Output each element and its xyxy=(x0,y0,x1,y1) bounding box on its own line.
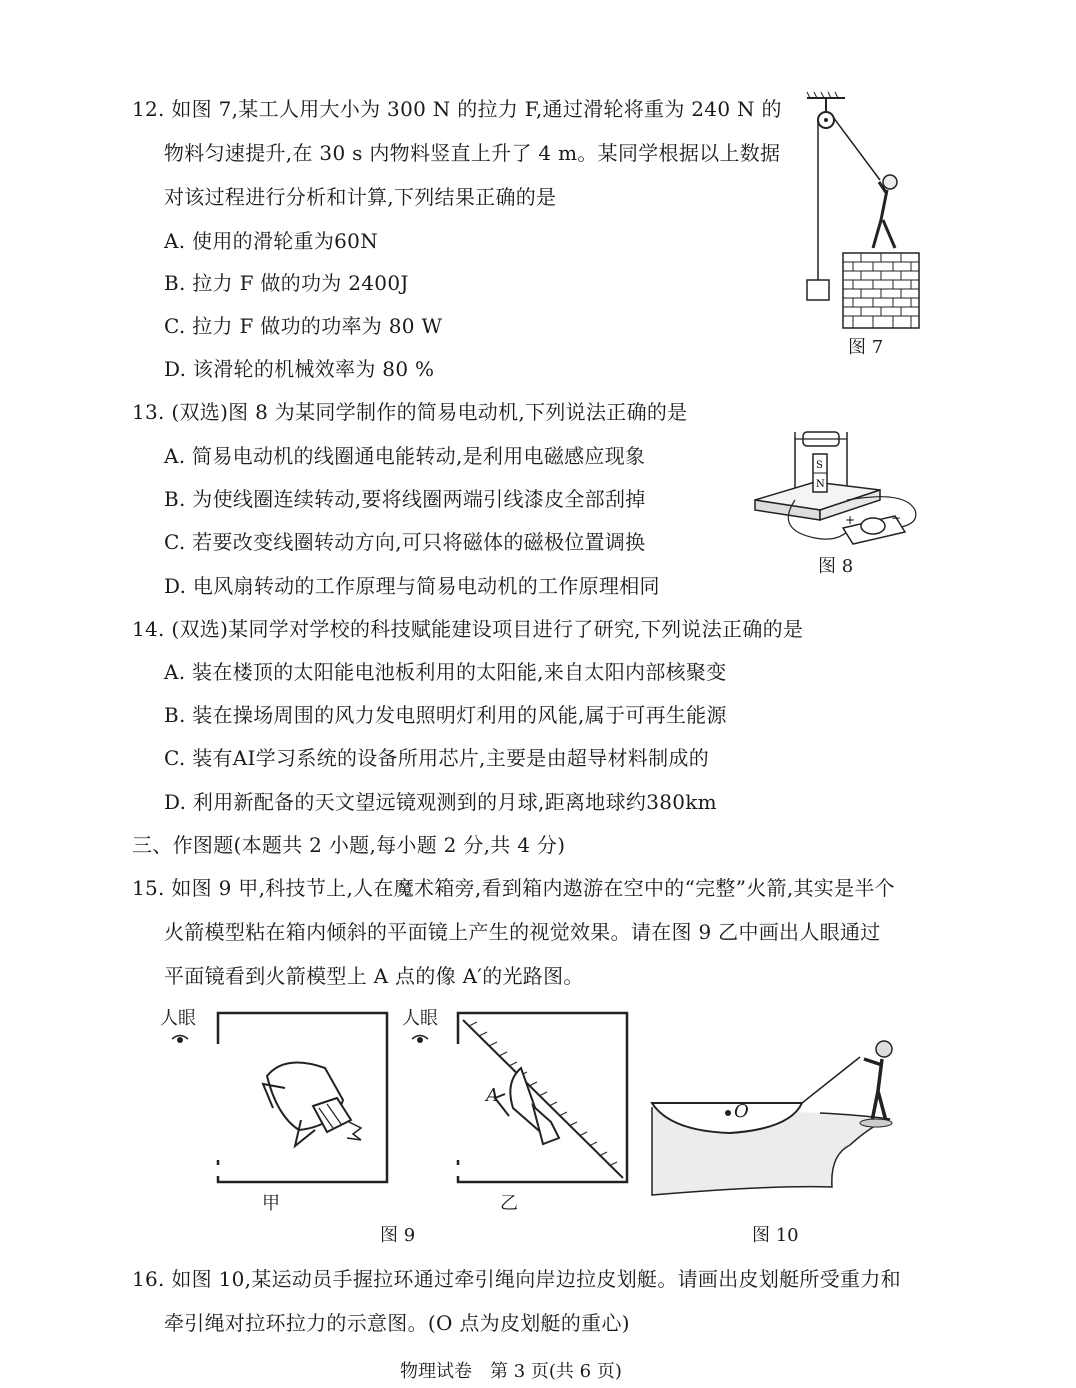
q15-line-3: 平面镜看到火箭模型上 A 点的像 A′的光路图。 xyxy=(164,964,584,988)
figure-10 xyxy=(650,1045,925,1215)
q13-option-c: C. 若要改变线圈转动方向,可只将磁体的磁极位置调换 xyxy=(164,530,646,554)
q13-option-b: B. 为使线圈连续转动,要将线圈两端引线漆皮全部刮掉 xyxy=(164,487,646,511)
ceiling-mount xyxy=(807,92,845,112)
q16-line-1: 16. 如图 10,某运动员手握拉环通过牵引绳向岸边拉皮划艇。请画出皮划艇所受重力和 xyxy=(132,1267,901,1291)
q15-line-2: 火箭模型粘在箱内倾斜的平面镜上产生的视觉效果。请在图 9 乙中画出人眼通过 xyxy=(164,920,881,944)
q14-option-a: A. 装在楼顶的太阳能电池板利用的太阳能,来自太阳内部核聚变 xyxy=(164,660,727,684)
magnet-icon xyxy=(813,454,827,492)
eye-icon xyxy=(410,1032,430,1046)
tow-rope xyxy=(802,1057,860,1103)
q12-option-d: D. 该滑轮的机械效率为 80 % xyxy=(164,357,435,381)
athlete-figure xyxy=(860,1041,892,1127)
figure-7-caption: 图 7 xyxy=(848,337,884,358)
sub-label-yi: 乙 xyxy=(500,1193,518,1214)
q14-option-c: C. 装有AI学习系统的设备所用芯片,主要是由超导材料制成的 xyxy=(164,746,710,770)
point-o-label: O xyxy=(734,1101,749,1122)
figure-9-jia xyxy=(215,1010,395,1190)
battery-icon xyxy=(843,511,905,544)
pulley-icon xyxy=(818,112,834,128)
worker-figure xyxy=(873,175,897,248)
q12-option-c: C. 拉力 F 做功的功率为 80 W xyxy=(164,314,443,338)
sub-label-jia: 甲 xyxy=(262,1193,280,1214)
load-block xyxy=(807,280,829,300)
figure-9-yi xyxy=(455,1010,635,1190)
page-footer: 物理试卷 第 3 页(共 6 页) xyxy=(400,1361,622,1382)
q16-line-2: 牵引绳对拉环拉力的示意图。(O 点为皮划艇的重心) xyxy=(164,1311,630,1335)
magnet-s-label: S xyxy=(816,460,823,471)
rope-to-worker xyxy=(833,117,880,180)
q13-option-d: D. 电风扇转动的工作原理与简易电动机的工作原理相同 xyxy=(164,574,660,598)
q13-option-a: A. 简易电动机的线圈通电能转动,是利用电磁感应现象 xyxy=(164,444,646,468)
magnet-n-label: N xyxy=(816,479,825,490)
q12-option-a: A. 使用的滑轮重为60N xyxy=(164,229,379,253)
eye-label-jia: 人眼 xyxy=(160,1008,196,1029)
q14-option-b: B. 装在操场周围的风力发电照明灯利用的风能,属于可再生能源 xyxy=(164,703,727,727)
point-a-label: A xyxy=(486,1085,499,1106)
q13-stem: 13. (双选)图 8 为某同学制作的简易电动机,下列说法正确的是 xyxy=(132,400,688,424)
q15-line-1: 15. 如图 9 甲,科技节上,人在魔术箱旁,看到箱内遨游在空中的“完整”火箭,其实是半个 xyxy=(132,876,895,900)
eye-icon xyxy=(170,1032,190,1046)
battery-minus-label: − xyxy=(891,511,902,525)
q14-option-d: D. 利用新配备的天文望远镜观测到的月球,距离地球约380km xyxy=(164,790,717,814)
q14-stem: 14. (双选)某同学对学校的科技赋能建设项目进行了研究,下列说法正确的是 xyxy=(132,617,804,641)
figure-7 xyxy=(795,90,935,340)
figure-9-caption: 图 9 xyxy=(380,1225,416,1246)
battery-plus-label: + xyxy=(845,513,856,527)
brick-wall xyxy=(843,253,919,328)
q12-line-3: 对该过程进行分析和计算,下列结果正确的是 xyxy=(164,185,557,209)
eye-label-yi: 人眼 xyxy=(402,1008,438,1029)
figure-8 xyxy=(755,420,935,560)
figure-8-caption: 图 8 xyxy=(818,556,854,577)
q12-option-b: B. 拉力 F 做的功为 2400J xyxy=(164,271,409,295)
rocket-icon xyxy=(263,1063,361,1146)
figure-10-caption: 图 10 xyxy=(752,1225,799,1246)
q12-line-1: 12. 如图 7,某工人用大小为 300 N 的拉力 F,通过滑轮将重为 240 N 的 xyxy=(132,97,782,121)
section-3-heading: 三、作图题(本题共 2 小题,每小题 2 分,共 4 分) xyxy=(132,833,566,857)
center-of-gravity xyxy=(725,1110,731,1116)
q12-line-2: 物料匀速提升,在 30 s 内物料竖直上升了 4 m。某同学根据以上数据 xyxy=(164,141,781,165)
coil xyxy=(795,432,847,446)
